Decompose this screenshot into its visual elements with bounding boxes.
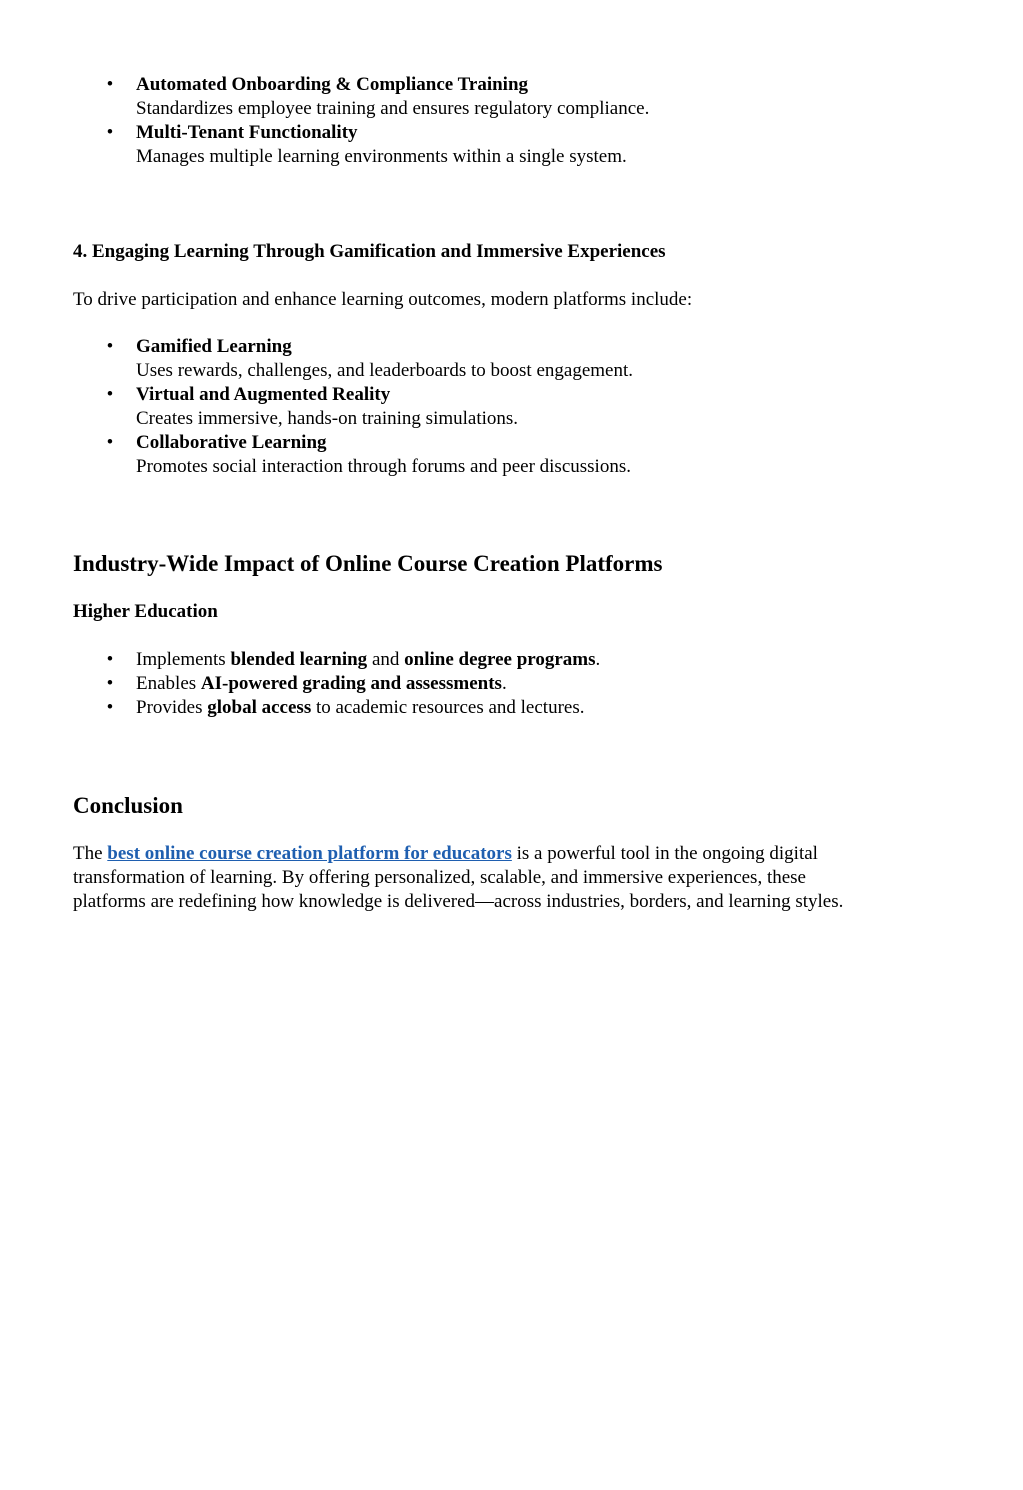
list-item (0, 672, 956, 696)
conclusion-heading: Conclusion (73, 793, 183, 818)
bullet-icon: • (106, 336, 114, 357)
conclusion-line: transformation of learning. By offering personalized, scalable, and immersive experiences, these (73, 867, 806, 888)
item-title: Collaborative Learning (136, 432, 327, 453)
item-title: Virtual and Augmented Reality (136, 384, 391, 405)
bullet-icon: • (106, 384, 114, 405)
list-item (0, 696, 956, 720)
item-description: Manages multiple learning environments within a single system. (136, 146, 627, 167)
list-item (0, 121, 956, 169)
item-description: Creates immersive, hands-on training simulations. (136, 408, 519, 429)
item-text: Implements (136, 649, 231, 670)
item-bold-text: online degree programs (404, 649, 596, 670)
item-description: Uses rewards, challenges, and leaderboards to boost engagement. (136, 360, 633, 381)
list-item (0, 73, 956, 121)
item-description: Promotes social interaction through forums and peer discussions. (136, 456, 631, 477)
item-bold-text: blended learning (230, 649, 368, 670)
conclusion-line (73, 842, 953, 866)
item-text: . (501, 673, 507, 694)
item-text: Enables (136, 673, 201, 694)
list-item (0, 431, 956, 479)
item-title: Automated Onboarding & Compliance Training (136, 74, 529, 95)
item-title: Gamified Learning (136, 336, 292, 357)
top-feature-list (0, 73, 956, 169)
item-text: Provides (136, 697, 208, 718)
list-item (0, 648, 956, 672)
list-item (0, 335, 956, 383)
list-item (0, 383, 956, 431)
item-text: to academic resources and lectures. (311, 697, 585, 718)
conclusion-line: platforms are redefining how knowledge is delivered—across industries, borders, and learning styles. (73, 891, 844, 912)
bullet-icon: • (106, 649, 114, 670)
higher-education-subheading: Higher Education (73, 601, 218, 622)
conclusion-text: is a powerful tool in the ongoing digital (511, 843, 818, 864)
conclusion-paragraph (73, 842, 953, 914)
bullet-icon: • (106, 74, 114, 95)
bullet-icon: • (106, 697, 114, 718)
engagement-feature-list (0, 335, 956, 479)
higher-education-list (0, 648, 956, 720)
section-intro: To drive participation and enhance learning outcomes, modern platforms include: (73, 289, 693, 310)
conclusion-text: The (73, 843, 108, 864)
impact-heading: Industry-Wide Impact of Online Course Creation Platforms (73, 551, 663, 576)
section-heading: 4. Engaging Learning Through Gamification and Immersive Experiences (73, 241, 666, 262)
platform-link[interactable]: best online course creation platform for educators (107, 843, 512, 864)
item-bold-text: AI-powered grading and assessments (200, 673, 502, 694)
item-title: Multi-Tenant Functionality (136, 122, 358, 143)
bullet-icon: • (106, 122, 114, 143)
bullet-icon: • (106, 432, 114, 453)
item-text: and (367, 649, 405, 670)
item-description: Standardizes employee training and ensures regulatory compliance. (136, 98, 650, 119)
item-text: . (595, 649, 601, 670)
item-bold-text: global access (207, 697, 312, 718)
bullet-icon: • (106, 673, 114, 694)
